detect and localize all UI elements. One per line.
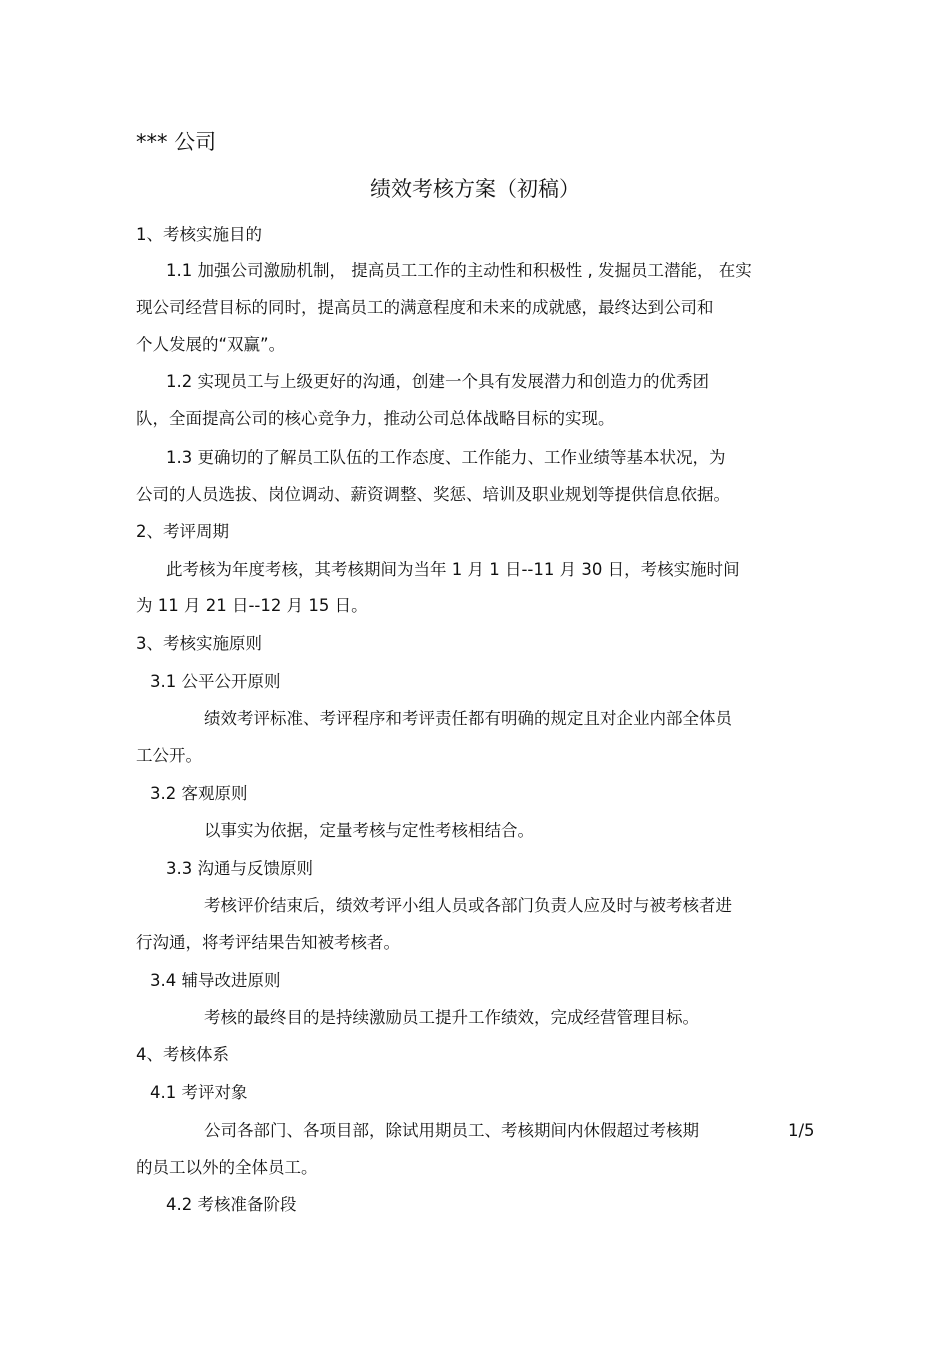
paragraph-1-1-line-2: 现公司经营目标的同时，提高员工的满意程度和未来的成就感，最终达到公司和 (136, 298, 714, 317)
section-3-heading: 3、考核实施原则 (136, 634, 262, 653)
paragraph-1-1-line-1: 1.1 加强公司激励机制， 提高员工工作的主动性和积极性 , 发掘员工潜能， 在实 (166, 261, 752, 280)
company-name: *** 公司 (136, 130, 217, 154)
paragraph-3-3-line-2: 行沟通，将考评结果告知被考核者。 (136, 933, 400, 952)
paragraph-4-1-fraction: 1/5 (788, 1121, 815, 1140)
paragraph-1-2-line-2: 队，全面提高公司的核心竞争力，推动公司总体战略目标的实现。 (136, 409, 615, 428)
document-title: 绩效考核方案（初稿） (370, 177, 580, 201)
subsection-4-1-heading: 4.1 考评对象 (150, 1083, 248, 1102)
subsection-3-4-heading: 3.4 辅导改进原则 (150, 971, 281, 990)
paragraph-3-1-line-1: 绩效考评标准、考评程序和考评责任都有明确的规定且对企业内部全体员 (204, 709, 732, 728)
section-1-heading: 1、考核实施目的 (136, 225, 262, 244)
paragraph-1-3-line-1: 1.3 更确切的了解员工队伍的工作态度、工作能力、工作业绩等基本状况，为 (166, 448, 726, 467)
paragraph-3-3-line-1: 考核评价结束后，绩效考评小组人员或各部门负责人应及时与被考核者进 (204, 896, 732, 915)
paragraph-2-line-2: 为 11 月 21 日--12 月 15 日。 (136, 596, 368, 615)
section-4-heading: 4、考核体系 (136, 1045, 229, 1064)
subsection-3-2-heading: 3.2 客观原则 (150, 784, 248, 803)
subsection-4-2-heading: 4.2 考核准备阶段 (166, 1195, 297, 1214)
paragraph-4-1-line-1: 公司各部门、各项目部，除试用期员工、考核期间内休假超过考核期 (204, 1121, 699, 1140)
paragraph-4-1-line-2: 的员工以外的全体员工。 (136, 1158, 318, 1177)
section-2-heading: 2、考评周期 (136, 522, 229, 541)
subsection-3-3-heading: 3.3 沟通与反馈原则 (166, 859, 313, 878)
paragraph-3-1-line-2: 工公开。 (136, 746, 202, 765)
paragraph-1-2-line-1: 1.2 实现员工与上级更好的沟通，创建一个具有发展潜力和创造力的优秀团 (166, 372, 709, 391)
paragraph-3-4-line-1: 考核的最终目的是持续激励员工提升工作绩效，完成经营管理目标。 (204, 1008, 699, 1027)
paragraph-1-3-line-2: 公司的人员选拔、岗位调动、薪资调整、奖惩、培训及职业规划等提供信息依据。 (136, 485, 730, 504)
subsection-3-1-heading: 3.1 公平公开原则 (150, 672, 281, 691)
paragraph-1-1-line-3: 个人发展的“双赢”。 (136, 335, 286, 354)
paragraph-3-2-line-1: 以事实为依据，定量考核与定性考核相结合。 (204, 821, 534, 840)
paragraph-2-line-1: 此考核为年度考核，其考核期间为当年 1 月 1 日--11 月 30 日，考核实施时间 (166, 560, 740, 579)
